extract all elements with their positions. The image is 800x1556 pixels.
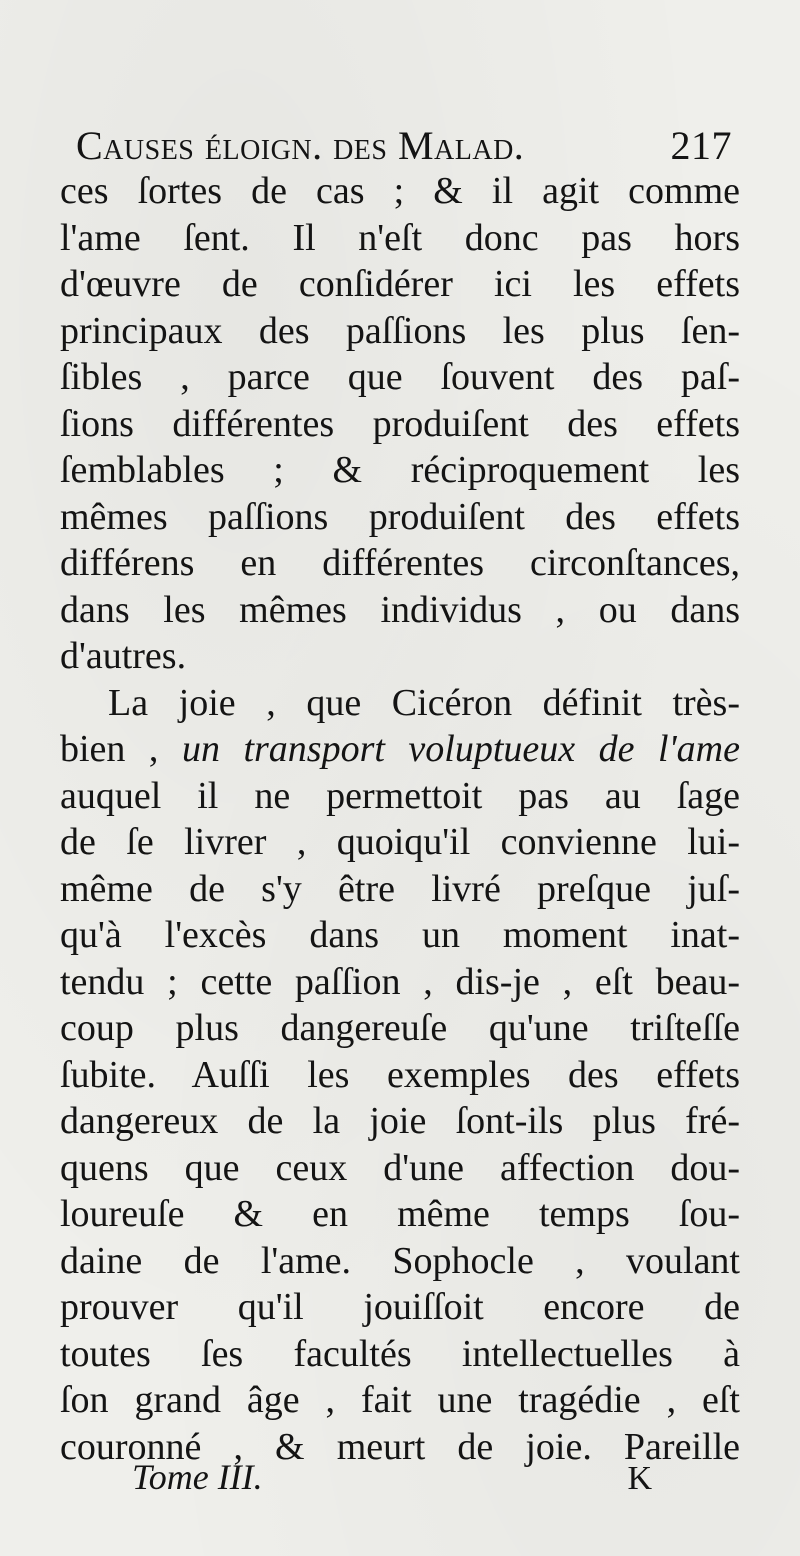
text-line	[60, 726, 740, 773]
text-line: différens en différentes circonſtances,	[60, 542, 740, 584]
text-line: ſions différentes produiſent des effets	[60, 402, 740, 445]
text-line: auquel il ne permettoit pas au ſage	[60, 774, 740, 817]
text-line: La joie , que Cicéron définit très-	[108, 681, 740, 724]
page-footer	[132, 1456, 652, 1498]
running-title: Causes éloign. des Malad.	[76, 123, 525, 168]
text-line: ces ſortes de cas ; & il agit comme	[60, 170, 740, 212]
page-number: 217	[670, 123, 732, 168]
text-line: d'œuvre de conſidérer ici les effets	[60, 263, 740, 305]
text-line: prouver qu'il jouiſſoit encore de	[60, 1286, 740, 1328]
body-text	[60, 168, 740, 1470]
text-line: dans les mêmes individus , ou dans	[60, 588, 740, 631]
text-line: dangereux de la joie ſont-ils plus fré-	[60, 1100, 740, 1142]
text-line: l'ame ſent. Il n'eſt donc pas hors	[60, 216, 740, 259]
signature-mark: K	[627, 1460, 652, 1497]
text-line: ſon grand âge , fait une tragédie , eſt	[60, 1379, 740, 1421]
text-line: d'autres.	[60, 635, 187, 677]
text-line: ſubite. Auſſi les exemples des effets	[60, 1053, 740, 1096]
text-line: quens que ceux d'une affection dou-	[60, 1146, 740, 1189]
text-line: tendu ; cette paſſion , dis-je , eſt beau-	[60, 960, 740, 1003]
text-line: qu'à l'excès dans un moment inat-	[60, 914, 740, 956]
text-line: mêmes paſſions produiſent des effets	[60, 495, 740, 538]
italic-quote: un transport voluptueux de l'ame	[181, 728, 740, 770]
text-line: couronné , & meurt de joie. Pareille	[60, 1425, 740, 1468]
text-line: toutes ſes facultés intellectuelles à	[60, 1332, 740, 1375]
text-line: même de s'y être livré preſque juſ-	[60, 867, 740, 910]
text-line: ſibles , parce que ſouvent des paſ-	[60, 356, 740, 398]
text-line: de ſe livrer , quoiqu'il convienne lui-	[60, 821, 740, 863]
text-fragment: bien ,	[60, 728, 159, 770]
text-line: loureuſe & en même temps ſou-	[60, 1193, 740, 1235]
text-line: daine de l'ame. Sophocle , voulant	[60, 1239, 740, 1282]
text-line: ſemblables ; & réciproquement les	[60, 449, 740, 491]
text-line: coup plus dangereuſe qu'une triſteſſe	[60, 1007, 740, 1049]
running-header	[76, 122, 732, 169]
text-line: principaux des paſſions les plus ſen-	[60, 309, 740, 352]
volume-label: Tome III.	[132, 1457, 263, 1497]
